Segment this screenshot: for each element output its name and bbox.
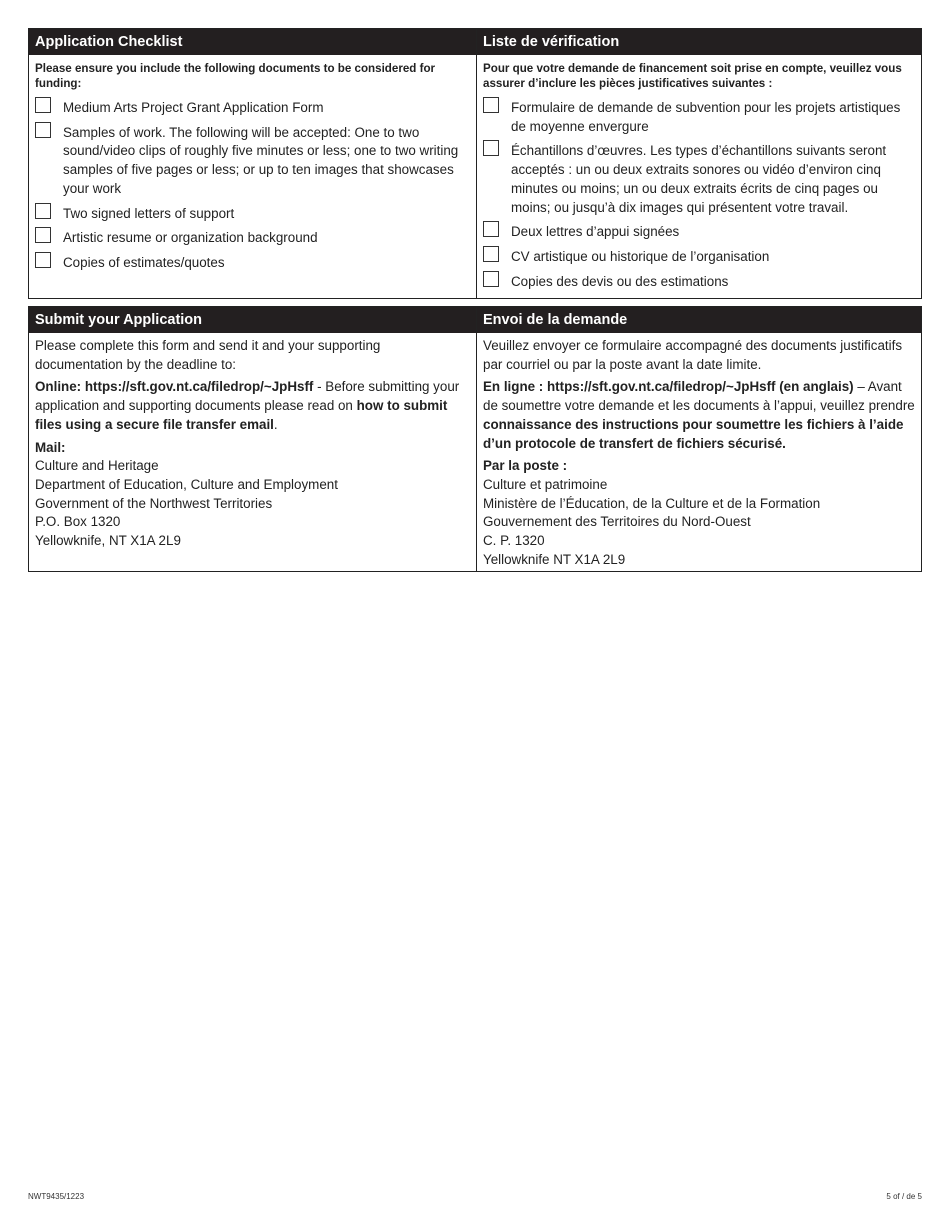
- online-instructions-fr: [483, 378, 915, 453]
- submit-intro-fr: Veuillez envoyer ce formulaire accompagné des documents justificatifs par courriel ou par la poste avant la date limite.: [483, 338, 903, 372]
- checklist-item-label: Copies des devis ou des estimations: [511, 273, 729, 289]
- checklist-item: [483, 223, 915, 242]
- address-line: Culture et patrimoine: [483, 476, 608, 492]
- checkbox[interactable]: [35, 97, 51, 113]
- online-instructions-en: [35, 378, 470, 434]
- submit-fr: [476, 307, 921, 571]
- checklist-item-label: Two signed letters of support: [63, 205, 235, 221]
- mail-label-en: Mail:: [35, 439, 66, 455]
- mail-address-en: [35, 457, 470, 551]
- instructions-link-fr[interactable]: connaissance des instructions pour soumettre les fichiers à l’aide d’un protocole de transfert de fichiers sécurisé.: [483, 416, 904, 451]
- online-link-en[interactable]: Online: https://sft.gov.nt.ca/filedrop/~JpHsff: [35, 379, 314, 395]
- submit-intro-en: Please complete this form and send it and your supporting documentation by the deadline to:: [35, 338, 381, 372]
- submit-section: [28, 306, 922, 572]
- address-line: Department of Education, Culture and Employment: [35, 476, 338, 492]
- address-line: Gouvernement des Territoires du Nord-Ouest: [483, 514, 751, 530]
- checkbox[interactable]: [35, 122, 51, 138]
- checklist-title-en: Application Checklist: [29, 29, 476, 55]
- checkbox[interactable]: [483, 271, 499, 287]
- instructions-link-en[interactable]: how to submit files using a secure file transfer email: [35, 398, 448, 432]
- checkbox[interactable]: [483, 246, 499, 262]
- checklist-items-fr: [477, 99, 921, 291]
- checklist-item: [483, 248, 915, 267]
- checklist-item-label: Formulaire de demande de subvention pour les projets artistiques de moyenne envergure: [511, 100, 901, 134]
- address-line: Yellowknife NT X1A 2L9: [483, 551, 626, 567]
- checkbox[interactable]: [35, 227, 51, 243]
- mail-address-fr: [483, 476, 915, 570]
- address-line: C. P. 1320: [483, 533, 545, 549]
- submit-title-en: Submit your Application: [29, 307, 476, 333]
- checklist-en: [29, 29, 476, 298]
- address-line: P.O. Box 1320: [35, 514, 121, 530]
- address-line: Culture and Heritage: [35, 458, 159, 474]
- checklist-item: [35, 205, 470, 224]
- checklist-title-fr: Liste de vérification: [477, 29, 921, 55]
- checkbox[interactable]: [35, 252, 51, 268]
- checklist-intro-fr: Pour que votre demande de financement soit prise en compte, veuillez vous assurer d’inclure les pièces justificatives suivantes :: [483, 62, 902, 90]
- checklist-fr: [476, 29, 921, 298]
- online-link-fr[interactable]: En ligne : https://sft.gov.nt.ca/filedrop/~JpHsff (en anglais): [483, 379, 854, 395]
- address-line: Government of the Northwest Territories: [35, 495, 273, 511]
- checklist-item: [35, 229, 470, 248]
- checklist-intro-en: Please ensure you include the following documents to be considered for funding:: [35, 62, 436, 90]
- submit-title-fr: Envoi de la demande: [477, 307, 921, 333]
- submit-body-fr: [477, 333, 921, 569]
- checklist-item-label: Artistic resume or organization background: [63, 230, 318, 246]
- checklist-item-label: CV artistique ou historique de l’organisation: [511, 248, 770, 264]
- online-text-en: - Before submitting your application and supporting documents please read on: [35, 379, 460, 414]
- mail-label-fr: Par la poste :: [483, 458, 568, 474]
- checklist-item-label: Copies of estimates/quotes: [63, 254, 225, 270]
- submit-en: [29, 307, 476, 571]
- checklist-item-label: Échantillons d’œuvres. Les types d’échantillons suivants seront acceptés : un ou deux extraits sonores ou vidéo d’environ cinq minutes ou moins; un ou deux extraits écrits de cinq pages ou moins; ou jusqu’à dix images qui présentent votre travail.: [511, 143, 887, 215]
- checkbox[interactable]: [483, 221, 499, 237]
- checkbox[interactable]: [35, 203, 51, 219]
- checklist-item: [483, 273, 915, 292]
- checklist-item-label: Samples of work. The following will be accepted: One to two sound/video clips of roughly five minutes or less; one to two writing samples of five pages or less; or up to ten images that showcases your work: [63, 124, 459, 196]
- checklist-item: [483, 99, 915, 136]
- online-text-fr: – Avant de soumettre votre demande et les documents à l’appui, veuillez prendre: [483, 379, 915, 414]
- checklist-item: [35, 99, 470, 118]
- checklist-section: [28, 28, 922, 299]
- checkbox[interactable]: [483, 97, 499, 113]
- online-end-en: .: [273, 416, 278, 432]
- checklist-item: [35, 254, 470, 273]
- checklist-items-en: [29, 99, 476, 273]
- checklist-item-label: Medium Arts Project Grant Application Form: [63, 100, 324, 115]
- checkbox[interactable]: [483, 140, 499, 156]
- checklist-item: [483, 142, 915, 217]
- address-line: Yellowknife, NT X1A 2L9: [35, 533, 181, 549]
- form-id: NWT9435/1223: [28, 1192, 85, 1201]
- page-number: 5 of / de 5: [886, 1192, 922, 1201]
- checklist-item: [35, 124, 470, 199]
- address-line: Ministère de l’Éducation, de la Culture et de la Formation: [483, 495, 821, 511]
- checklist-item-label: Deux lettres d’appui signées: [511, 224, 680, 240]
- submit-body-en: [29, 333, 476, 551]
